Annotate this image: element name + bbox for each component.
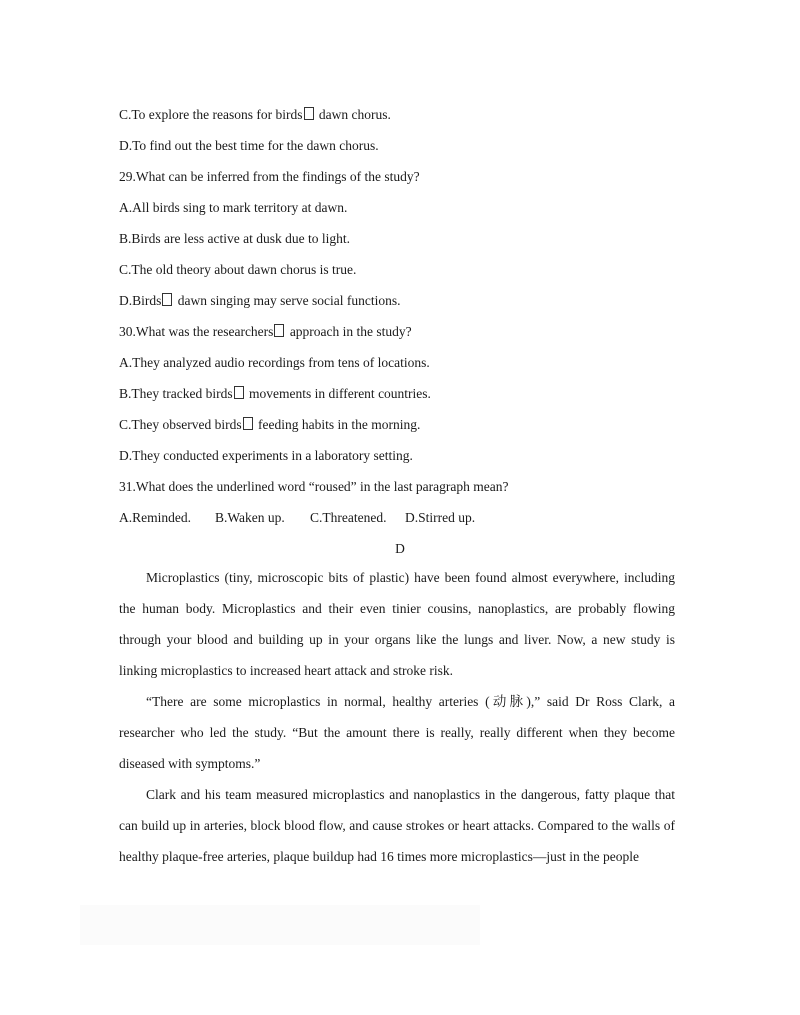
q31-option-a: A.Reminded. xyxy=(119,510,191,525)
q30-question-text-end: approach in the study? xyxy=(286,324,412,339)
q31-option-b: B.Waken up. xyxy=(215,510,285,525)
q29-question: 29.What can be inferred from the findings of the study? xyxy=(119,169,420,184)
missing-glyph-box xyxy=(274,324,284,337)
q28-option-d: D.To find out the best time for the dawn chorus. xyxy=(119,138,379,153)
q29-option-d-text-end: dawn singing may serve social functions. xyxy=(174,293,401,308)
missing-glyph-box xyxy=(243,417,253,430)
passage-d-paragraph-2: “There are some microplastics in normal, healthy arteries (动脉),” said Dr Ross Clark, a researcher who led the study. “But the amount there is really, really different when they become diseased with symptoms.” xyxy=(119,694,675,771)
q30-option-c xyxy=(119,416,420,434)
q30-question xyxy=(119,323,412,341)
q28-option-c-text-end: dawn chorus. xyxy=(315,107,391,122)
passage-d-paragraph-1: Microplastics (tiny, microscopic bits of plastic) have been found almost everywhere, including the human body. Microplastics and their even tinier cousins, nanoplastics, are probably flowing through your blood and building up in your organs like the lungs and liver. Now, a new study is linking microplastics to increased heart attack and stroke risk. xyxy=(119,570,675,678)
q29-option-d-text-start: D.Birds xyxy=(119,293,162,308)
q28-option-c-text-start: C.To explore the reasons for birds xyxy=(119,107,303,122)
q29-option-b: B.Birds are less active at dusk due to light. xyxy=(119,231,350,246)
q30-option-a: A.They analyzed audio recordings from tens of locations. xyxy=(119,355,430,370)
q30-option-c-text-end: feeding habits in the morning. xyxy=(254,417,421,432)
q30-option-c-text-start: C.They observed birds xyxy=(119,417,242,432)
q29-option-c: C.The old theory about dawn chorus is true. xyxy=(119,262,357,277)
q29-option-a: A.All birds sing to mark territory at dawn. xyxy=(119,200,348,215)
q31-question: 31.What does the underlined word “roused” in the last paragraph mean? xyxy=(119,479,509,494)
q30-option-b-text-end: movements in different countries. xyxy=(245,386,431,401)
missing-glyph-box xyxy=(234,386,244,399)
missing-glyph-box xyxy=(162,293,172,306)
missing-glyph-box xyxy=(304,107,314,120)
q31-option-c: C.Threatened. xyxy=(310,510,387,525)
q30-question-text-start: 30.What was the researchers xyxy=(119,324,274,339)
page-footer-area xyxy=(80,905,480,945)
q29-option-d xyxy=(119,292,400,310)
q30-option-b xyxy=(119,385,431,403)
q31-option-d: D.Stirred up. xyxy=(405,510,476,525)
q30-option-d: D.They conducted experiments in a laboratory setting. xyxy=(119,448,413,463)
q31-options xyxy=(119,509,475,527)
passage-d-title: D xyxy=(395,541,405,556)
q28-option-c xyxy=(119,106,391,124)
q30-option-b-text-start: B.They tracked birds xyxy=(119,386,233,401)
passage-d-paragraph-3: Clark and his team measured microplastics and nanoplastics in the dangerous, fatty plaque that can build up in arteries, block blood flow, and cause strokes or heart attacks. Compared to the walls of healthy plaque-free arteries, plaque buildup had 16 times more microplastics—just in the people xyxy=(119,787,675,864)
